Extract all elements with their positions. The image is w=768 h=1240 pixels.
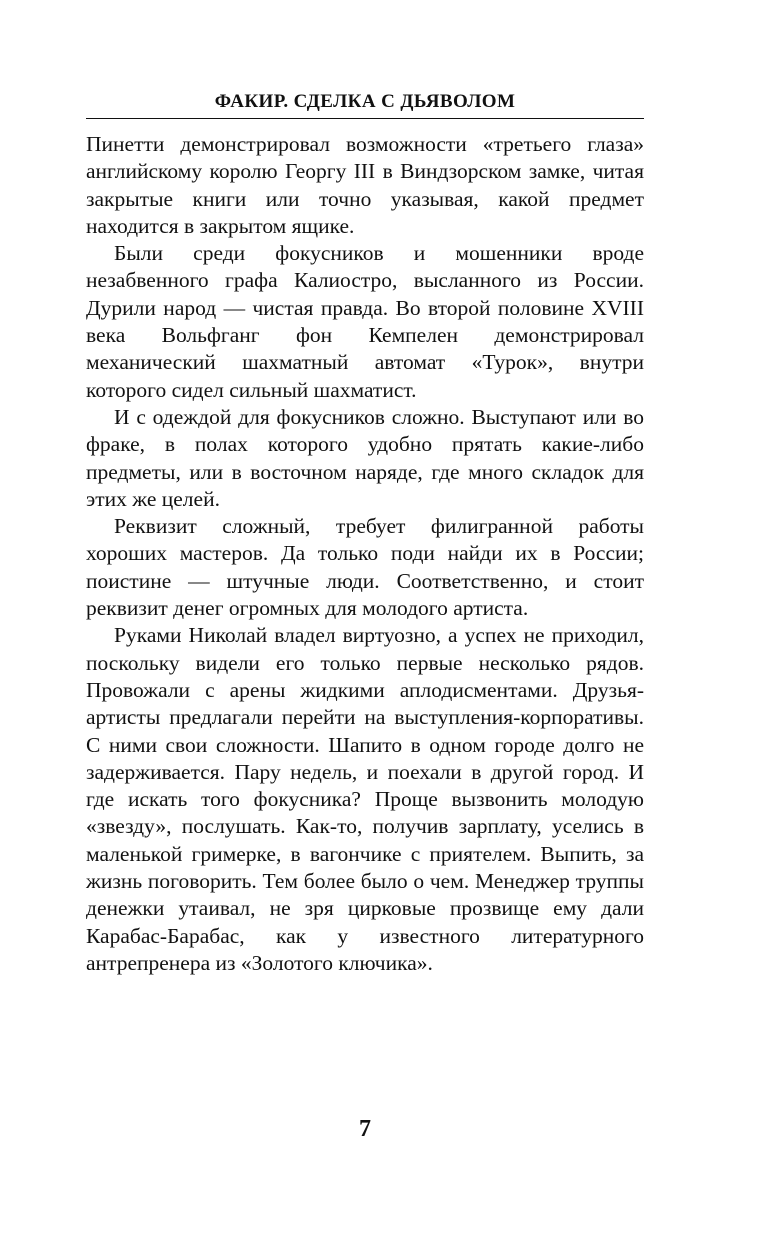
paragraph: Руками Николай владел виртуозно, а успех не приходил, поскольку видели его только первые несколько рядов. Провожали с арены жидкими аплодисментами. Друзья-артисты предлагали перейти на выступления-корпоративы. С ними свои сложности. Шапито в одном городе долго не задерживается. Пару недель, и поехали в другой город. И где искать того фокусника? Проще вызвонить молодую «звезду», послушать. Как-то, получив зарплату, уселись в маленькой гримерке, в вагончике с приятелем. Выпить, за жизнь поговорить. Тем более было о чем. Менеджер труппы денежки утаивал, не зря цирковые прозвище ему дали Карабас-Барабас, как у известного литературного антрепренера из «Золотого ключика».	[86, 623, 644, 975]
page-number: 7	[359, 1116, 371, 1142]
running-head: ФАКИР. СДЕЛКА С ДЬЯВОЛОМ	[214, 91, 516, 112]
header-rule	[86, 118, 644, 119]
body-text	[86, 131, 644, 977]
book-page	[86, 86, 644, 1142]
paragraph: И с одеждой для фокусников сложно. Выступают или во фраке, в полах которого удобно прятать какие-либо предметы, или в восточном наряде, где много складок для этих же целей.	[86, 404, 644, 511]
paragraph: Были среди фокусников и мошенники вроде незабвенного графа Калиостро, высланного из России. Дурили народ — чистая правда. Во второй половине XVIII века Вольфганг фон Кемпелен демонстрировал механический шахматный автомат «Турок», внутри которого сидел сильный шахматист.	[86, 241, 644, 402]
paragraph: Пинетти демонстрировал возможности «третьего глаза» английскому королю Георгу III в Виндзорском замке, читая закрытые книги или точно указывая, какой предмет находится в закрытом ящике.	[86, 132, 644, 238]
paragraph: Реквизит сложный, требует филигранной работы хороших мастеров. Да только поди найди их в России; поистине — штучные люди. Соответственно, и стоит реквизит денег огромных для молодого артиста.	[86, 514, 644, 621]
